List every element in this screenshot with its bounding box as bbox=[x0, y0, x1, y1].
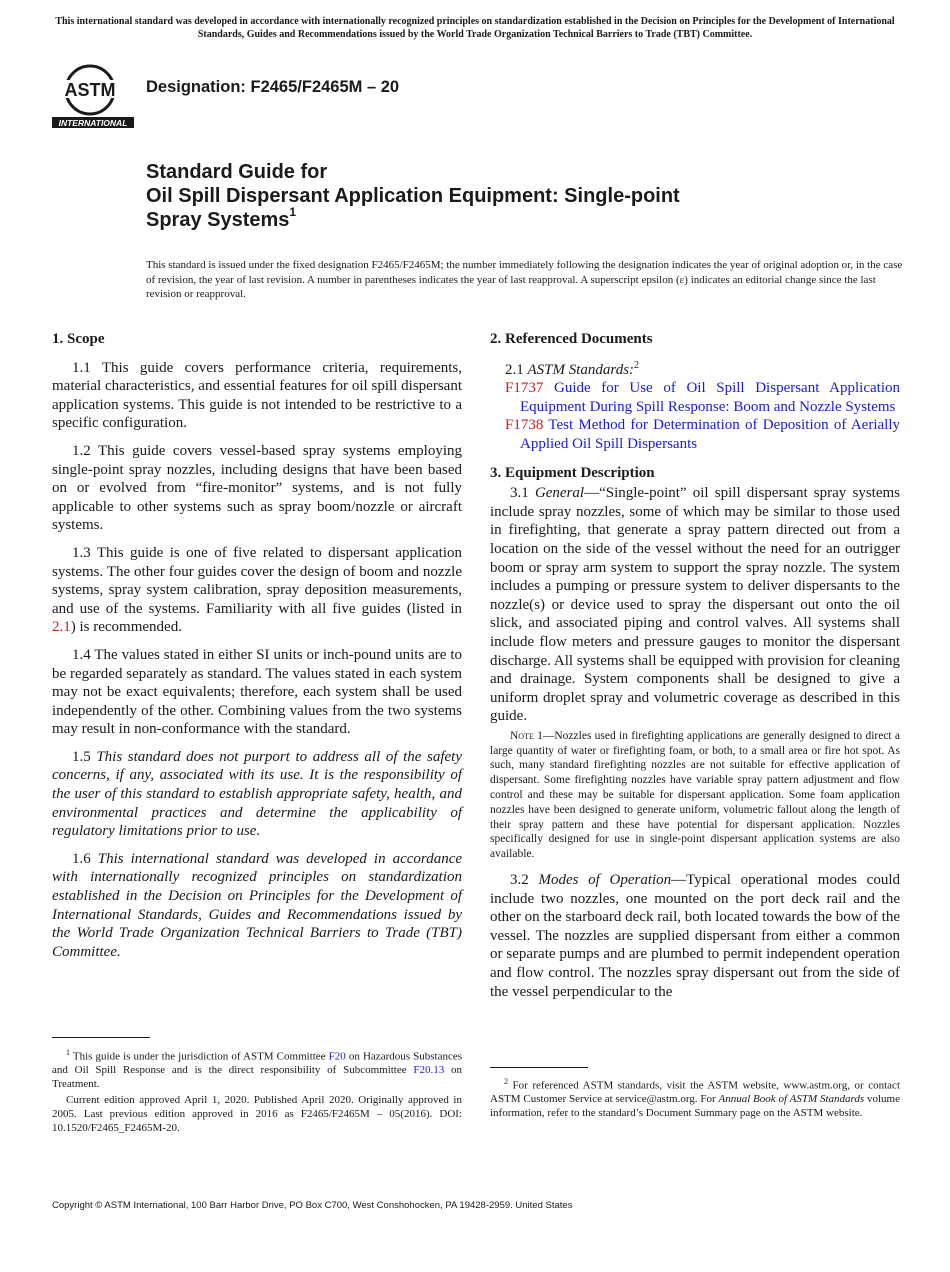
paragraph-1-5: 1.5 This standard does not purport to address all of the safety concerns, if any, associated with its use. It is the responsibility of the user of this standard to establish appropriate safety, health, and environmental practices and determine the applicability of regulatory limitations prior to use. bbox=[52, 748, 463, 840]
footnote-rule-right bbox=[490, 1067, 588, 1068]
top-notice: This international standard was developed in accordance with internationally recognized principles on standardization established in the Decision on Principles for the Development of International Standards, Guides and Recommendations issued by the World Trade Organization Technical Barriers to Trade (TBT) Committee. bbox=[55, 16, 895, 40]
reference-code: F1737 bbox=[505, 380, 544, 397]
paragraph-3-2: 3.2 Modes of Operation—Typical operational modes could include two nozzles, one mounted on the port deck rail and the other on the starboard deck rail, both located towards the bow of the vessel. The nozzles are supplied dispersant from either a common or separate pumps and are plumbed to permit independent operation and flow control. The nozzles spray dispersant out from the side of the vessel perpendicular to the bbox=[490, 872, 900, 1000]
link-subcommittee-f20-13[interactable]: F20.13 bbox=[413, 1064, 445, 1077]
paragraph-3-1: 3.1 General—“Single-point” oil spill dispersant spray systems include spray nozzles, some of which may be similar to those used in firefighting, that generate a spray pattern directed out from a location on the side of the vessel without the need for an outrigger boom or spray arm system to support the spray nozzle. The system includes a pumping or pressure system to deliver dispersants to the nozzle(s) or device used to spray the dispersant out onto the oil slick, and associated piping and control valves. All systems shall include flow meters and pressure gauges to monitor the dispersant discharge. All systems shall be equipped with provision for cleaning and drainage. System components shall be designed to give a uniform droplet spray and volumetric coverage as described in this guide. bbox=[490, 485, 900, 725]
title-footnote-mark: 1 bbox=[289, 205, 297, 220]
copyright-footer: Copyright © ASTM International, 100 Barr Harbor Drive, PO Box C700, West Conshohocken, PA 19428-2959. United States bbox=[52, 1200, 573, 1211]
footnote-2: $^2$ For referenced ASTM standards, visit the ASTM website, www.astm.org, or contact ASTM Customer Service at service@astm.org. For Annual Book of ASTM Standards volume information, refer to the standard’s Document Summary page on the ASTM website. bbox=[490, 1077, 900, 1119]
left-column bbox=[52, 330, 462, 970]
footnote-rule-left bbox=[52, 1037, 150, 1038]
reference-item[interactable] bbox=[490, 379, 900, 416]
title-line-3: Spray Systems$^1$ bbox=[146, 205, 297, 231]
section-heading-referenced-documents: 2. Referenced Documents bbox=[490, 331, 653, 347]
designation: Designation: F2465/F2465M – 20 bbox=[146, 78, 400, 96]
footnotes-right bbox=[490, 1075, 900, 1123]
reference-title: Guide for Use of Oil Spill Dispersant Application Equipment During Spill Response: Boom and Nozzle Systems bbox=[520, 380, 900, 415]
paragraph-1-2: 1.2 This guide covers vessel-based spray systems employing single-point spray nozzles, including designs that have been based on or evolved from “fire-monitor” systems, and is not fully applicable to other systems such as spray boom/nozzle or aircraft systems. bbox=[52, 442, 462, 534]
document-title bbox=[146, 160, 846, 232]
link-section-2-1[interactable]: 2.1 bbox=[52, 619, 71, 636]
issued-note: This standard is issued under the fixed designation F2465/F2465M; the number immediately following the designation indicates the year of original adoption or, in the case of revision, the year of last revision. A number in parentheses indicates the year of last reapproval. A superscript epsilon (ε) indicates an editorial change since the last revision or reapproval. bbox=[146, 259, 903, 300]
footnote-1: $^1$ This guide is under the jurisdiction of ASTM Committee F20 on Hazardous Substances and Oil Spill Response and is the direct responsibility of Subcommittee F20.13 on Treatment. bbox=[52, 1048, 462, 1090]
title-line-2: Oil Spill Dispersant Application Equipment: Single-point bbox=[146, 185, 680, 207]
section-heading-equipment-description: 3. Equipment Description bbox=[490, 464, 655, 481]
logo-sub-text: INTERNATIONAL bbox=[58, 118, 128, 128]
paragraph-1-1: 1.1 This guide covers performance criteria, requirements, material characteristics, and essential features for oil spill dispersant application systems. This guide is not intended to be restrictive to a specific configuration. bbox=[52, 359, 462, 432]
reference-code: F1738 bbox=[505, 417, 544, 434]
logo-main-text: ASTM bbox=[64, 80, 116, 100]
section-heading-scope: 1. Scope bbox=[52, 331, 105, 347]
note-1: Note 1—Nozzles used in firefighting applications are generally designed to direct a large quantity of water or firefighting foam, or both, to a small area or fire hot spot. As such, many standard firefighting nozzles are not suitable for effective application of dispersant. Some firefighting nozzles have variable spray pattern adjustment and flow control and these may be suitable for dispersant application. Some foam application nozzles have been designed to generate uniform, volumetric fallout along the length of their spray pattern and these have potential for dispersant application. Nozzles specifically designed for use in single-point dispersant application systems are also available. bbox=[490, 729, 900, 861]
title-line-1: Standard Guide for bbox=[146, 161, 328, 183]
footnotes-left bbox=[52, 1046, 462, 1138]
link-committee-f20[interactable]: F20 bbox=[328, 1050, 346, 1063]
reference-item[interactable] bbox=[490, 416, 900, 453]
reference-title: Test Method for Determination of Deposition of Aerially Applied Oil Spill Dispersants bbox=[520, 417, 900, 452]
footnote-1-approval: Current edition approved April 1, 2020. Published April 2020. Originally approved in 2005. Last previous edition approved in 2016 as F2465/F2465M – 05(2016). DOI: 10.1520/F2465_F2465M-20. bbox=[52, 1094, 462, 1134]
paragraph-1-4: 1.4 The values stated in either SI units or inch-pound units are to be regarded separately as standard. The values stated in each system may not be exact equivalents; therefore, each system shall be used independently of the other. Combining values from the two systems may result in non-conformance with the standard. bbox=[52, 646, 462, 738]
paragraph-1-3: 1.3 This guide is one of five related to dispersant application systems. The other four guides cover the design of boom and nozzle systems, spray system calibration, spray deposition measurements, and use of the systems. Familiarity with all five guides (listed in 2.1) is recommended. bbox=[52, 544, 462, 636]
astm-logo bbox=[52, 60, 134, 130]
astm-standards-subheading: 2.1 ASTM Standards:$^2$ bbox=[505, 359, 640, 378]
right-column bbox=[490, 330, 900, 1001]
paragraph-1-6: 1.6 This international standard was developed in accordance with internationally recognized principles on standardization established in the Decision on Principles for the Development of International Standards, Guides and Recommendations issued by the World Trade Organization Technical Barriers to Trade (TBT) Committee. bbox=[52, 850, 463, 960]
